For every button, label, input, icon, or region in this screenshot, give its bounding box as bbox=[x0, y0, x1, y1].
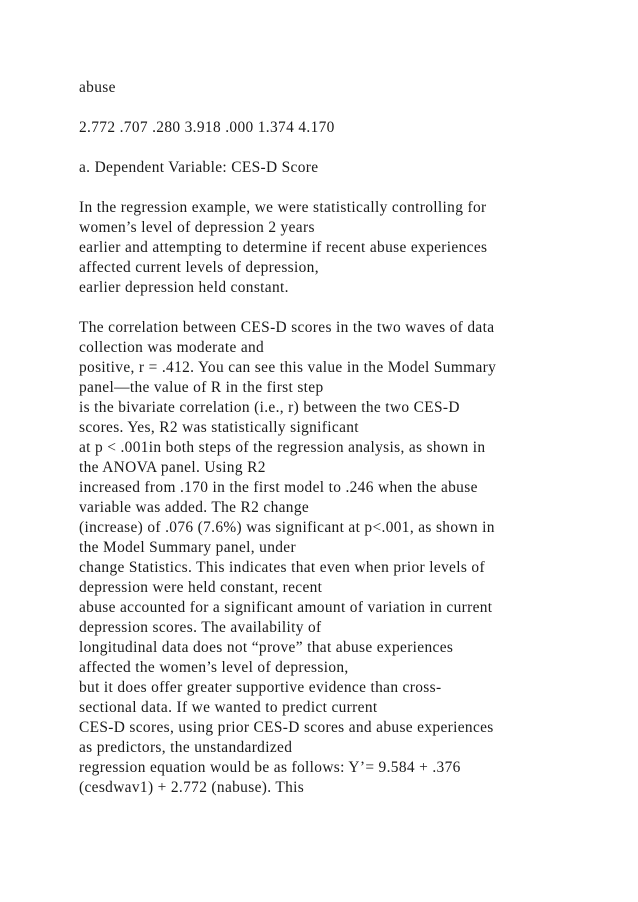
text-line: affected current levels of depression, bbox=[79, 259, 319, 276]
text-line: is the bivariate correlation (i.e., r) between the two CES-D bbox=[79, 399, 460, 416]
text-line: earlier depression held constant. bbox=[79, 279, 289, 296]
text-line: The correlation between CES-D scores in the two waves of data bbox=[79, 319, 495, 336]
text-line: abuse bbox=[79, 79, 116, 96]
paragraph-gap bbox=[79, 98, 569, 118]
text-line: affected the women’s level of depression, bbox=[79, 659, 349, 676]
text-line: 2.772 .707 .280 3.918 .000 1.374 4.170 bbox=[79, 119, 335, 136]
text-line: the ANOVA panel. Using R2 bbox=[79, 459, 266, 476]
paragraph-gap bbox=[79, 178, 569, 198]
text-line: depression were held constant, recent bbox=[79, 579, 323, 596]
text-line: abuse accounted for a significant amount of variation in current bbox=[79, 599, 493, 616]
text-line: regression equation would be as follows: Y’= 9.584 + .376 bbox=[79, 759, 461, 776]
text-line: (increase) of .076 (7.6%) was significant at p<.001, as shown in bbox=[79, 519, 495, 536]
text-line: longitudinal data does not “prove” that abuse experiences bbox=[79, 639, 454, 656]
text-line: variable was added. The R2 change bbox=[79, 499, 310, 516]
text-line: In the regression example, we were statistically controlling for bbox=[79, 199, 487, 216]
text-line: CES-D scores, using prior CES-D scores and abuse experiences bbox=[79, 719, 494, 736]
text-line: (cesdwav1) + 2.772 (nabuse). This bbox=[79, 779, 305, 796]
text-line: at p < .001in both steps of the regression analysis, as shown in bbox=[79, 439, 486, 456]
text-line: a. Dependent Variable: CES-D Score bbox=[79, 159, 319, 176]
text-line: positive, r = .412. You can see this value in the Model Summary bbox=[79, 359, 497, 376]
text-line: collection was moderate and bbox=[79, 339, 265, 356]
text-line: women’s level of depression 2 years bbox=[79, 219, 315, 236]
text-line: the Model Summary panel, under bbox=[79, 539, 296, 556]
text-line: change Statistics. This indicates that even when prior levels of bbox=[79, 559, 485, 576]
document-body bbox=[79, 78, 569, 798]
text-line: panel—the value of R in the first step bbox=[79, 379, 324, 396]
text-line: sectional data. If we wanted to predict current bbox=[79, 699, 378, 716]
text-line: as predictors, the unstandardized bbox=[79, 739, 293, 756]
text-line: earlier and attempting to determine if recent abuse experiences bbox=[79, 239, 488, 256]
text-line: scores. Yes, R2 was statistically significant bbox=[79, 419, 359, 436]
paragraph-gap bbox=[79, 298, 569, 318]
text-line: increased from .170 in the first model to .246 when the abuse bbox=[79, 479, 478, 496]
paragraph-gap bbox=[79, 138, 569, 158]
text-line: but it does offer greater supportive evidence than cross- bbox=[79, 679, 442, 696]
text-line: depression scores. The availability of bbox=[79, 619, 322, 636]
